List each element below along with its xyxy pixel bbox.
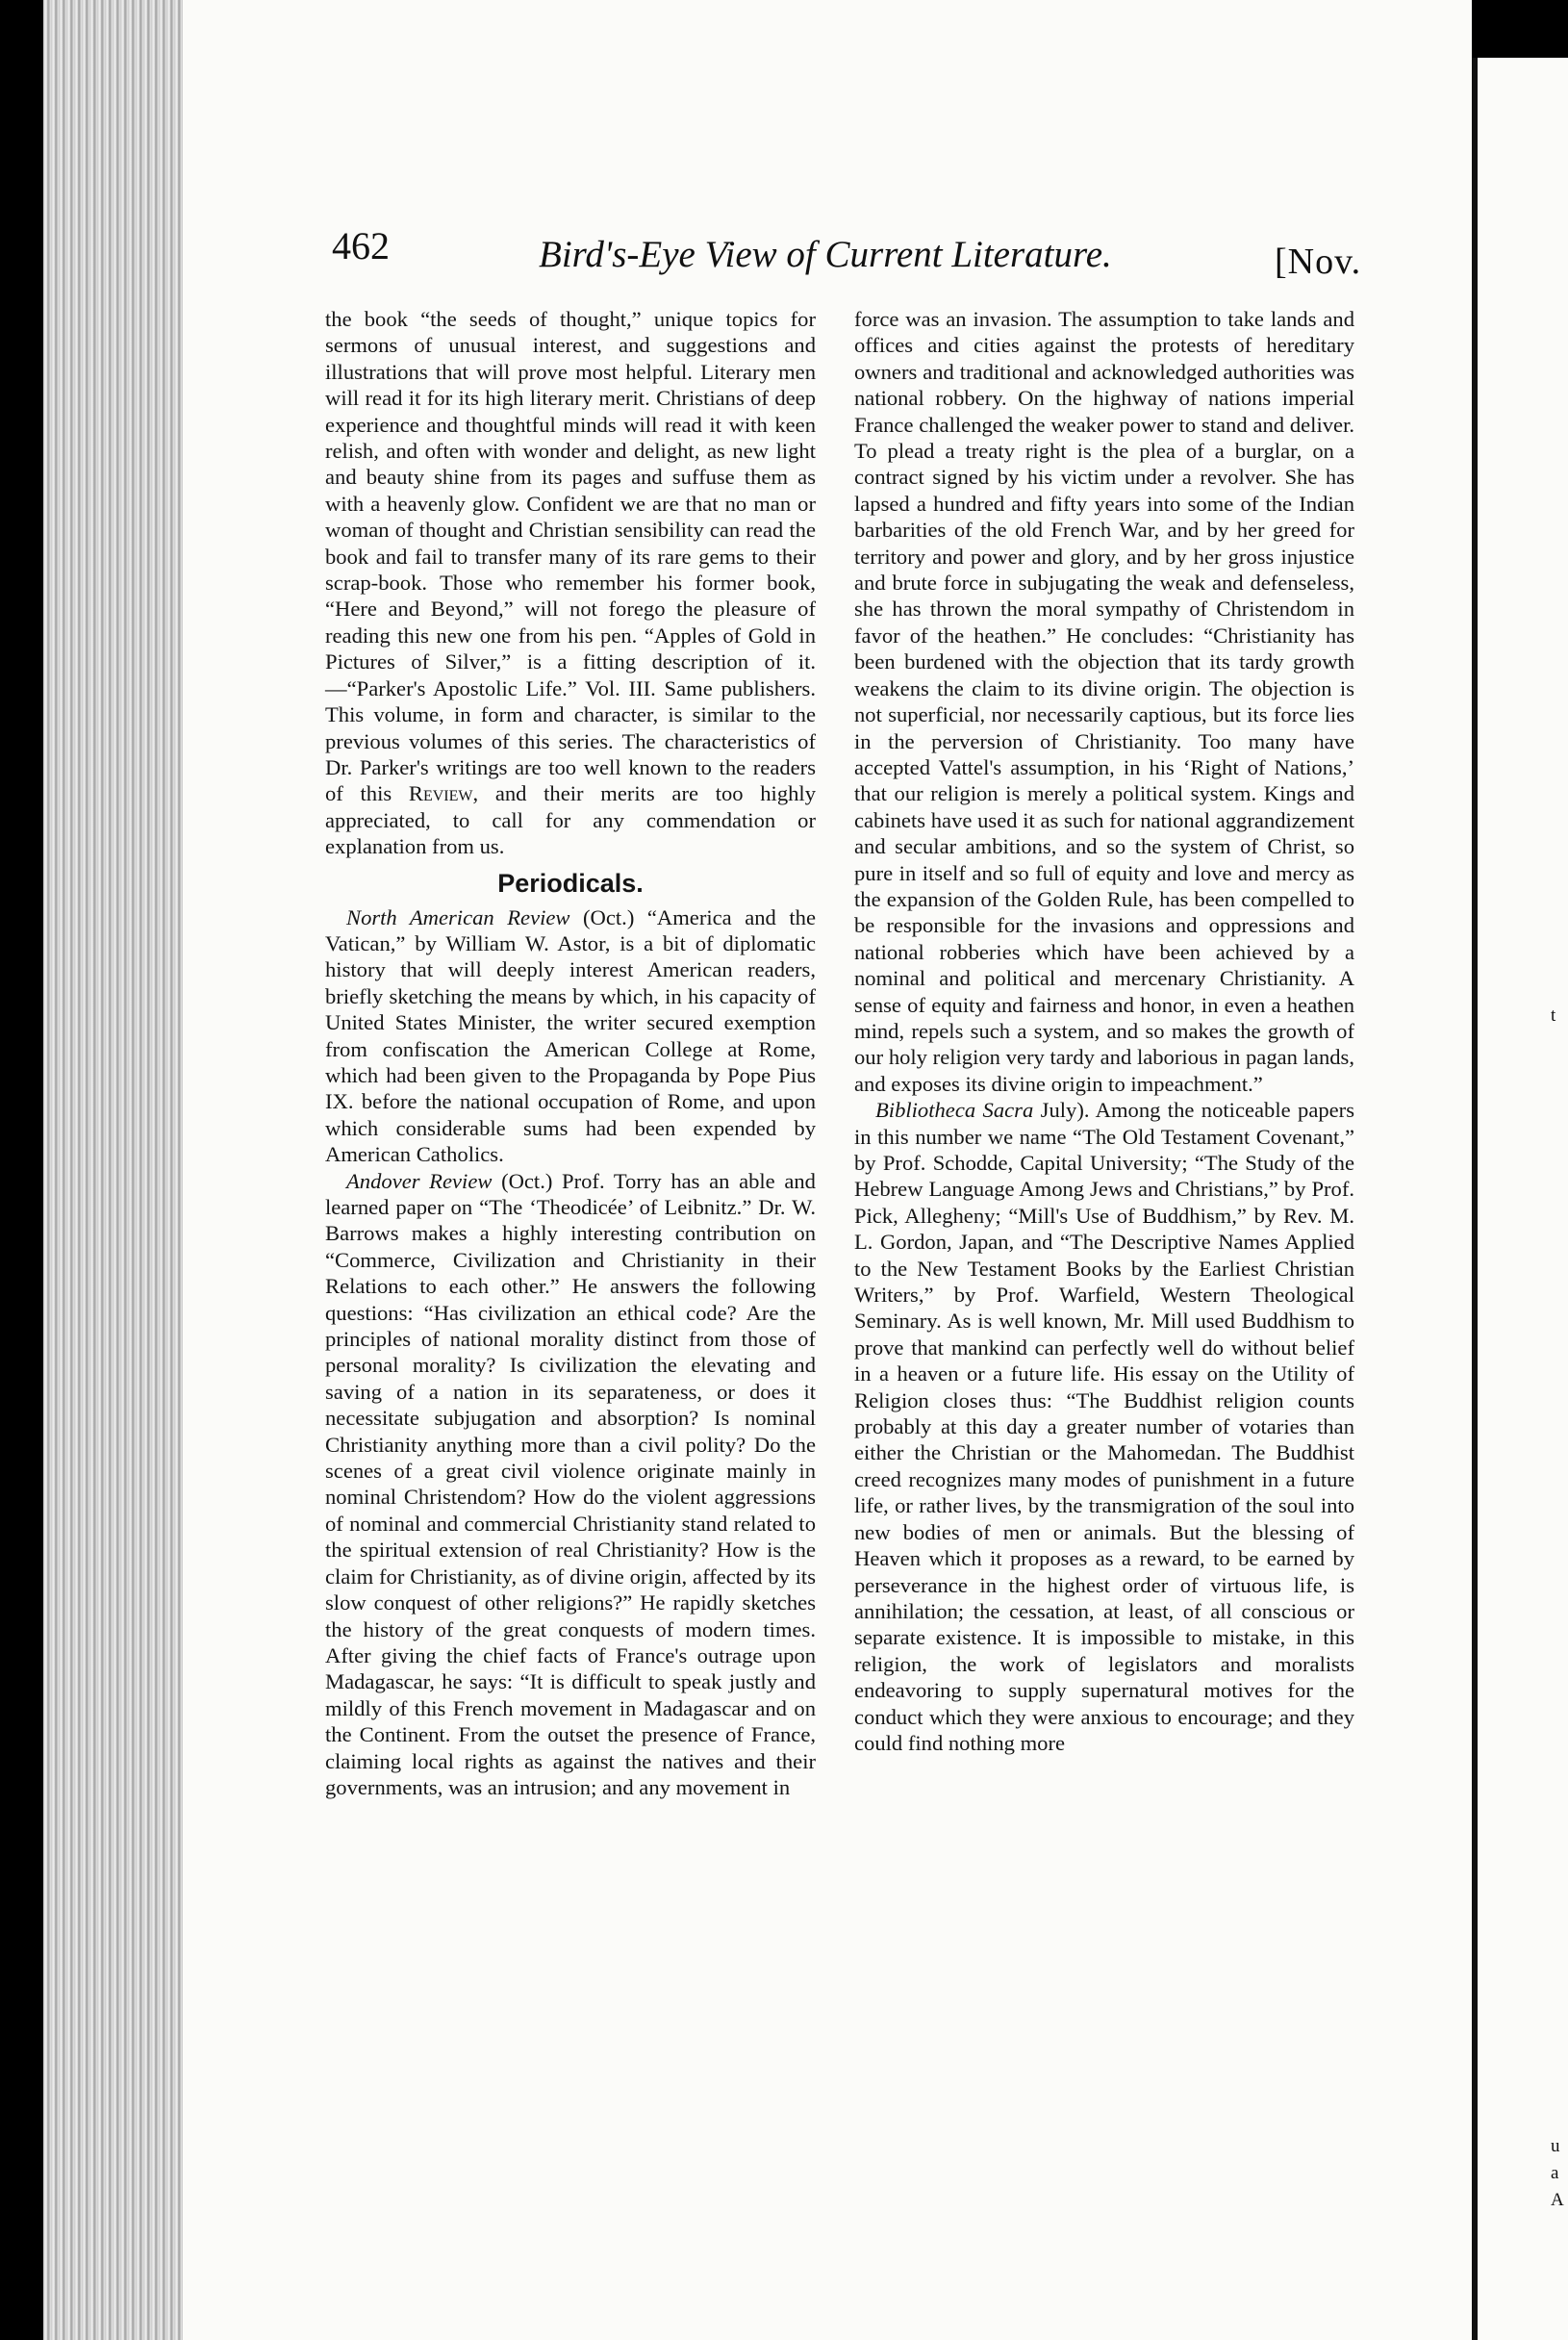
north-american-review-entry: North American Review (Oct.) “America and the Vatican,” by William W. Astor, is a bit of diplomatic history that will deeply interest American readers, briefly sketching the means by which, in his capacity of United States Minister, the writer secured exemption from confiscation the American College at Rome, which had been given to the Propaganda by Pope Pius IX. before the national occupation of Rome, and upon which considerable sums had been expended by American Catholics.	[325, 904, 816, 1167]
issue-month: [Nov.	[1275, 242, 1362, 282]
periodical-title: Andover Review	[346, 1168, 493, 1193]
andover-review-continuation: force was an invasion. The assumption to take lands and offices and cities against the protests of hereditary owners and traditional and acknowledged authorities was national robbery. On the highway of nations imperial France challenged the weaker power to stand and deliver. To plead a treaty right is the plea of a burglar, on a contract signed by his victim under a revolver. She has lapsed a hundred and fifty years into some of the Indian barbarities of the old French War, and by her greed for territory and power and glory, and by her gross injustice and brute force in subjugating the weak and defenseless, she has thrown the moral sympathy of Christendom in favor of the heathen.” He concludes: “Christianity has been burdened with the objection that its tardy growth weakens the claim to its divine origin. The objection is not superficial, nor necessarily captious, but its force lies in the perversion of Christianity. Too many have accepted Vattel's assumption, in his ‘Right of Nations,’ that our religion is merely a political system. Kings and cabinets have used it as such for national aggrandizement and secular ambitions, and so the system of Christ, so pure in itself and so full of equity and love and mercy as the expansion of the Golden Rule, has been compelled to be responsible for the invasions and oppressions and national robberies which have been achieved by a nominal and political and mercenary Christianity. A sense of equity and fairness and honor, in even a heathen mind, repels such a system, and so makes the growth of our holy religion very tardy and laborious in pagan lands, and exposes its divine origin to impeachment.”	[854, 307, 1354, 1096]
page-number: 462	[332, 224, 390, 267]
facing-page-fragment: t	[1551, 1005, 1556, 1026]
periodical-title: Bibliotheca Sacra	[875, 1098, 1034, 1123]
facing-page-fragment: a	[1551, 2163, 1559, 2183]
andover-review-entry: Andover Review (Oct.) Prof. Torry has an able and learned paper on “The ‘Theodicée’ of Leibnitz.” Dr. W. Barrows makes a highly interesting contribution on “Commerce, Civilization and Christianity in their Relations to each other.” He answers the following questions: “Has civilization an ethical code? Are the principles of national morality distinct from those of personal morality? Is civilization the elevating and saving of a nation in its separateness, or does it necessitate subjugation and absorption? Is nominal Christianity anything more than a civil polity? Do the scenes of a great civil violence originate mainly in nominal Christendom? How do the violent aggressions of nominal and commercial Christianity stand related to the spiritual extension of real Christianity? How is the claim for Christianity, as of divine origin, affected by its slow conquest of other religions?” He rapidly sketches the history of the great conquests of modern times. After giving the chief facts of France's outrage upon Madagascar, he says: “It is difficult to speak justly and mildly of this French movement in Madagascar and on the Continent. From the outset the presence of France, claiming local rights as against the natives and their governments, was an intrusion; and any movement in	[325, 1168, 816, 1799]
running-title: Bird's-Eye View of Current Literature.	[539, 234, 1112, 275]
facing-page-fragment: A	[1551, 2190, 1564, 2210]
periodical-title: North American Review	[346, 904, 570, 929]
bibliotheca-sacra-entry: Bibliotheca Sacra July). Among the noticeable papers in this number we name “The Old Testament Covenant,” by Prof. Schodde, Capital University; “The Study of the Hebrew Language Among Jews and Christians,” by Prof. Pick, Allegheny; “Mill's Use of Buddhism,” by Rev. M. L. Gordon, Japan, and “The Descriptive Names Applied to the New Testament Books by the Earliest Christian Writers,” by Prof. Warfield, Western Theological Seminary. As is well known, Mr. Mill used Buddhism to prove that mankind can perfectly well do without belief in a heaven or a future life. His essay on the Utility of Religion closes thus: “The Buddhist religion counts probably at this day a greater number of votaries than either the Christian or the Mahomedan. The Buddhist creed recognizes many modes of punishment in a future life, or rather lives, by the transmigration of the soul into new bodies of men or animals. But the blessing of Heaven which it proposes as a reward, to be earned by perseverance in the highest order of virtuous life, is annihilation; the cessation, at least, of all conscious or separate existence. It is impossible to mistake, in this religion, the work of legislators and moralists endeavoring to supply supernatural motives for the conduct which they were anxious to encourage; and they could find nothing more	[854, 1098, 1354, 1755]
book-page-edges	[43, 0, 188, 2340]
book-review-paragraph: the book “the seeds of thought,” unique topics for sermons of unusual interest, and suggestions and illustrations that will prove most helpful. Literary men will read it for its high literary merit. Christians of deep experience and thoughtful minds will read it with keen relish, and often with wonder and delight, as new light and beauty shine from its pages and suffuse them as with a heavenly glow. Confident we are that no man or woman of thought and Christian sensibility can read the book and fail to transfer many of its rare gems to their scrap-book. Those who remember his former book, “Here and Beyond,” will not forego the pleasure of reading this new one from his pen. “Apples of Gold in Pictures of Silver,” is a fitting description of it.—“Parker's Apostolic Life.” Vol. III. Same publishers. This volume, in form and character, is similar to the previous volumes of this series. The characteristics of Dr. Parker's writings are too well known to the readers of this Review, and their merits are too highly appreciated, to call for any commendation or explanation from us.	[325, 307, 816, 859]
facing-page-fragment: u	[1551, 2136, 1560, 2156]
section-heading: Periodicals.	[497, 868, 644, 898]
facing-page-edge	[1472, 58, 1568, 2340]
left-column	[325, 306, 816, 1800]
review-word: Review	[408, 781, 473, 806]
right-column	[854, 306, 1354, 1756]
